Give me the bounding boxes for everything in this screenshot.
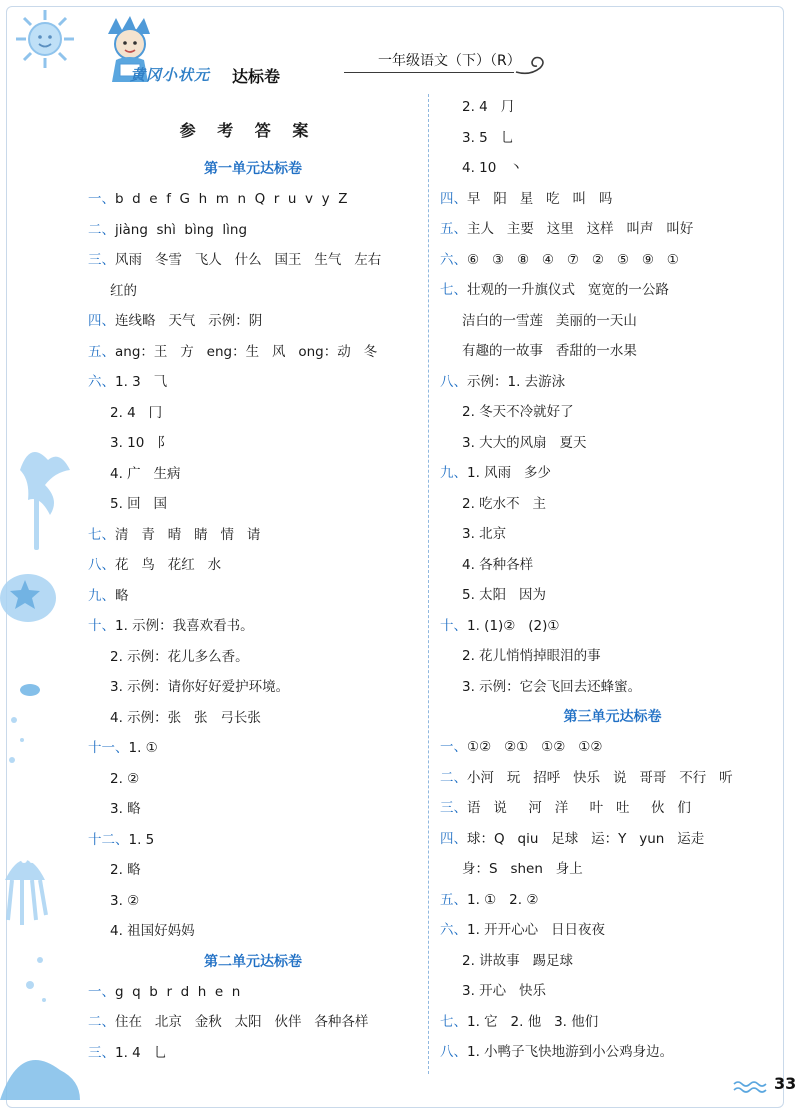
answer-text: 1. 3 ⺄: [115, 374, 168, 390]
answer-text: 1. (1)② (2)①: [467, 617, 560, 634]
answer-row: [88, 825, 418, 856]
unit2-answers: [88, 977, 418, 1069]
answer-row: [88, 459, 418, 490]
wave-icon: [734, 1080, 770, 1094]
question-number: 七、: [440, 1013, 467, 1030]
answer-row: [88, 916, 418, 947]
answer-text: 1. 示例：我喜欢看书。: [115, 618, 254, 634]
answer-text: 2. 冬天不冷就好了: [462, 404, 574, 420]
answer-text: 2. 讲故事 踢足球: [462, 952, 574, 969]
answer-row: [88, 367, 418, 398]
question-number: 七、: [440, 282, 467, 298]
answer-text: 1. 它 2. 他 3. 他们: [467, 1013, 599, 1030]
answer-text: 4. 广 生病: [110, 465, 181, 482]
answer-row: [440, 1037, 785, 1068]
answer-row: [88, 428, 418, 459]
answer-text: 语 说 河 洋 叶 吐 伙 们: [467, 800, 691, 816]
answer-row: [440, 184, 785, 215]
answer-row: [440, 397, 785, 428]
answer-row: [88, 306, 418, 337]
answer-row: [440, 367, 785, 398]
question-number: 三、: [440, 800, 467, 816]
unit2-answers-continued: [440, 92, 785, 702]
answer-row: [88, 1007, 418, 1038]
question-number: 六、: [440, 251, 467, 268]
question-number: 四、: [440, 190, 467, 207]
question-number: 四、: [88, 313, 115, 329]
page-number: 33: [774, 1074, 796, 1093]
answer-text: 小河 玩 招呼 快乐 说 哥哥 不行 听: [467, 769, 733, 786]
question-number: 二、: [440, 769, 467, 786]
answer-row: [88, 703, 418, 734]
answer-text: 1. ①: [128, 740, 158, 756]
answer-row: [88, 611, 418, 642]
answer-text: 3. 大大的风扇 夏天: [462, 434, 587, 451]
answer-text: 洁白的一雪莲 美丽的一天山: [462, 312, 637, 329]
answer-row: [440, 245, 785, 276]
answer-row: [440, 885, 785, 916]
question-number: 二、: [88, 221, 115, 238]
answer-row: [88, 642, 418, 673]
grade-label: 一年级语文（下）（R）: [378, 53, 521, 69]
answer-row: [440, 275, 785, 306]
answer-text: b d e f G h m n Q r u v y Z: [115, 191, 348, 207]
question-number: 十一、: [88, 740, 129, 756]
answer-text: 3. 示例：请你好好爱护环境。: [110, 679, 290, 695]
answer-row: [440, 946, 785, 977]
answer-text: 有趣的一故事 香甜的一水果: [462, 343, 637, 359]
header-rule: [344, 72, 514, 73]
sea-decoration: [0, 440, 80, 1100]
answer-text: 1. ① 2. ②: [467, 891, 539, 908]
answer-text: 1. 4 ⺃: [115, 1044, 168, 1061]
question-number: 七、: [88, 526, 115, 543]
answer-row: [88, 977, 418, 1008]
answer-row: [440, 336, 785, 367]
column-divider: [428, 94, 429, 1074]
answer-row: [440, 793, 785, 824]
answer-row: [88, 1038, 418, 1069]
answer-text: 身：S shen 身上: [462, 861, 583, 877]
question-number: 一、: [88, 983, 115, 1000]
answer-text: 红的: [110, 282, 137, 299]
swirl-icon: [514, 54, 548, 78]
brand-name: 黄冈小状元: [130, 66, 211, 84]
answer-row: [440, 915, 785, 946]
answer-row: [440, 458, 785, 489]
answer-row: [440, 672, 785, 703]
question-number: 八、: [88, 557, 115, 573]
answer-text: 连线略 天气 示例：阴: [115, 313, 263, 329]
answer-row: [88, 886, 418, 917]
answer-text: 示例：1. 去游泳: [467, 373, 566, 390]
answer-row: [440, 1007, 785, 1038]
answer-row: [440, 519, 785, 550]
question-number: 三、: [88, 1044, 115, 1061]
answer-row: [440, 641, 785, 672]
answer-text: 3. 10 ⻖: [110, 435, 171, 451]
answer-row: [88, 184, 418, 215]
answer-text: ⑥ ③ ⑧ ④ ⑦ ② ⑤ ⑨ ①: [467, 251, 679, 268]
section-heading-unit3: 第三单元达标卷: [563, 709, 662, 725]
answer-row: [440, 92, 785, 123]
answer-text: 3. 示例：它会飞回去还蜂蜜。: [462, 678, 642, 695]
section-heading-unit1: 第一单元达标卷: [204, 161, 302, 177]
answer-text: 略: [115, 587, 129, 604]
answer-text: 4. 各种各样: [462, 556, 534, 573]
answer-text: 3. 略: [110, 801, 141, 817]
answer-text: ①② ②① ①② ①②: [467, 739, 603, 755]
answer-row: [440, 611, 785, 642]
unit1-answers: [88, 184, 418, 947]
answer-row: [88, 520, 418, 551]
answer-row: [88, 550, 418, 581]
answer-row: [88, 733, 418, 764]
answer-row: [440, 153, 785, 184]
question-number: 四、: [440, 830, 467, 847]
answer-text: 早 阳 星 吃 叫 吗: [467, 190, 613, 207]
answer-text: 2. 略: [110, 862, 141, 878]
answer-text: 球：Q qiu 足球 运：Y yun 运走: [467, 830, 705, 847]
answer-row: [440, 550, 785, 581]
right-column: [440, 92, 785, 1068]
answer-row: [440, 489, 785, 520]
answer-row: [88, 337, 418, 368]
answer-text: ang：王 方 eng：生 风 ong：动 冬: [115, 343, 378, 360]
question-number: 一、: [88, 191, 115, 207]
unit3-answers: [440, 732, 785, 1068]
section-heading-unit2: 第二单元达标卷: [204, 953, 302, 970]
answer-text: 3. 5 ⺃: [462, 129, 515, 146]
answer-text: 1. 风雨 多少: [467, 465, 552, 481]
answer-text: 清 青 晴 睛 情 请: [115, 526, 261, 543]
question-number: 十、: [440, 617, 467, 634]
answer-text: jiàng shì bìng lìng: [115, 221, 248, 238]
answer-text: 2. 4 冂: [110, 404, 163, 421]
answer-text: 2. 示例：花儿多么香。: [110, 648, 249, 665]
answer-row: [88, 245, 418, 276]
answer-row: [440, 580, 785, 611]
brand-logo: [14, 8, 334, 92]
left-column: [88, 114, 418, 1068]
answer-text: 3. 北京: [462, 526, 507, 542]
answer-text: 3. 开心 快乐: [462, 983, 547, 999]
answer-row: [88, 581, 418, 612]
answer-text: 壮观的一升旗仪式 宽宽的一公路: [467, 282, 669, 298]
answer-text: 2. 花儿悄悄掉眼泪的事: [462, 648, 601, 664]
answer-row: [440, 854, 785, 885]
question-number: 一、: [440, 739, 467, 755]
question-number: 九、: [440, 465, 467, 481]
page-title: 参 考 答 案: [179, 121, 317, 140]
answer-text: 2. 吃水不 主: [462, 495, 547, 512]
answer-text: 5. 回 国: [110, 496, 168, 512]
question-number: 五、: [440, 891, 467, 908]
answer-text: 4. 祖国好妈妈: [110, 923, 195, 939]
answer-text: g q b r d h e n: [115, 983, 241, 1000]
question-number: 五、: [440, 221, 467, 237]
answer-text: 2. ②: [110, 770, 140, 787]
answer-text: 1. 小鸭子飞快地游到小公鸡身边。: [467, 1044, 674, 1060]
answer-row: [440, 763, 785, 794]
answer-text: 4. 10 丶: [462, 160, 523, 176]
question-number: 二、: [88, 1014, 115, 1030]
answer-row: [440, 428, 785, 459]
answer-row: [88, 489, 418, 520]
answer-row: [88, 794, 418, 825]
answer-text: 3. ②: [110, 892, 140, 909]
answer-text: 1. 开开心心 日日夜夜: [467, 922, 606, 938]
answer-row: [440, 824, 785, 855]
series-name: 达标卷: [232, 67, 281, 86]
answer-row: [88, 215, 418, 246]
answer-text: 2. 4 ⺆: [462, 99, 515, 115]
answer-text: 住在 北京 金秋 太阳 伙伴 各种各样: [115, 1014, 369, 1030]
question-number: 三、: [88, 252, 115, 268]
answer-row: [440, 123, 785, 154]
answer-row: [440, 976, 785, 1007]
answer-row: [440, 306, 785, 337]
answer-text: 主人 主要 这里 这样 叫声 叫好: [467, 221, 694, 237]
answer-row: [440, 214, 785, 245]
answer-row: [88, 672, 418, 703]
question-number: 九、: [88, 587, 115, 604]
answer-row: [88, 276, 418, 307]
answer-text: 4. 示例：张 张 弓长张: [110, 709, 261, 726]
answer-row: [88, 398, 418, 429]
answer-row: [88, 855, 418, 886]
question-number: 十二、: [88, 831, 129, 848]
question-number: 八、: [440, 373, 467, 390]
answer-row: [440, 732, 785, 763]
answer-text: 花 鸟 花红 水: [115, 557, 222, 573]
answer-text: 1. 5: [128, 831, 155, 848]
sun-icon: [14, 8, 76, 70]
question-number: 八、: [440, 1044, 467, 1060]
answer-text: 5. 太阳 因为: [462, 587, 547, 603]
question-number: 六、: [88, 374, 115, 390]
question-number: 六、: [440, 922, 467, 938]
question-number: 十、: [88, 618, 115, 634]
answer-row: [88, 764, 418, 795]
answer-text: 风雨 冬雪 飞人 什么 国王 生气 左右: [115, 252, 382, 268]
question-number: 五、: [88, 343, 115, 360]
